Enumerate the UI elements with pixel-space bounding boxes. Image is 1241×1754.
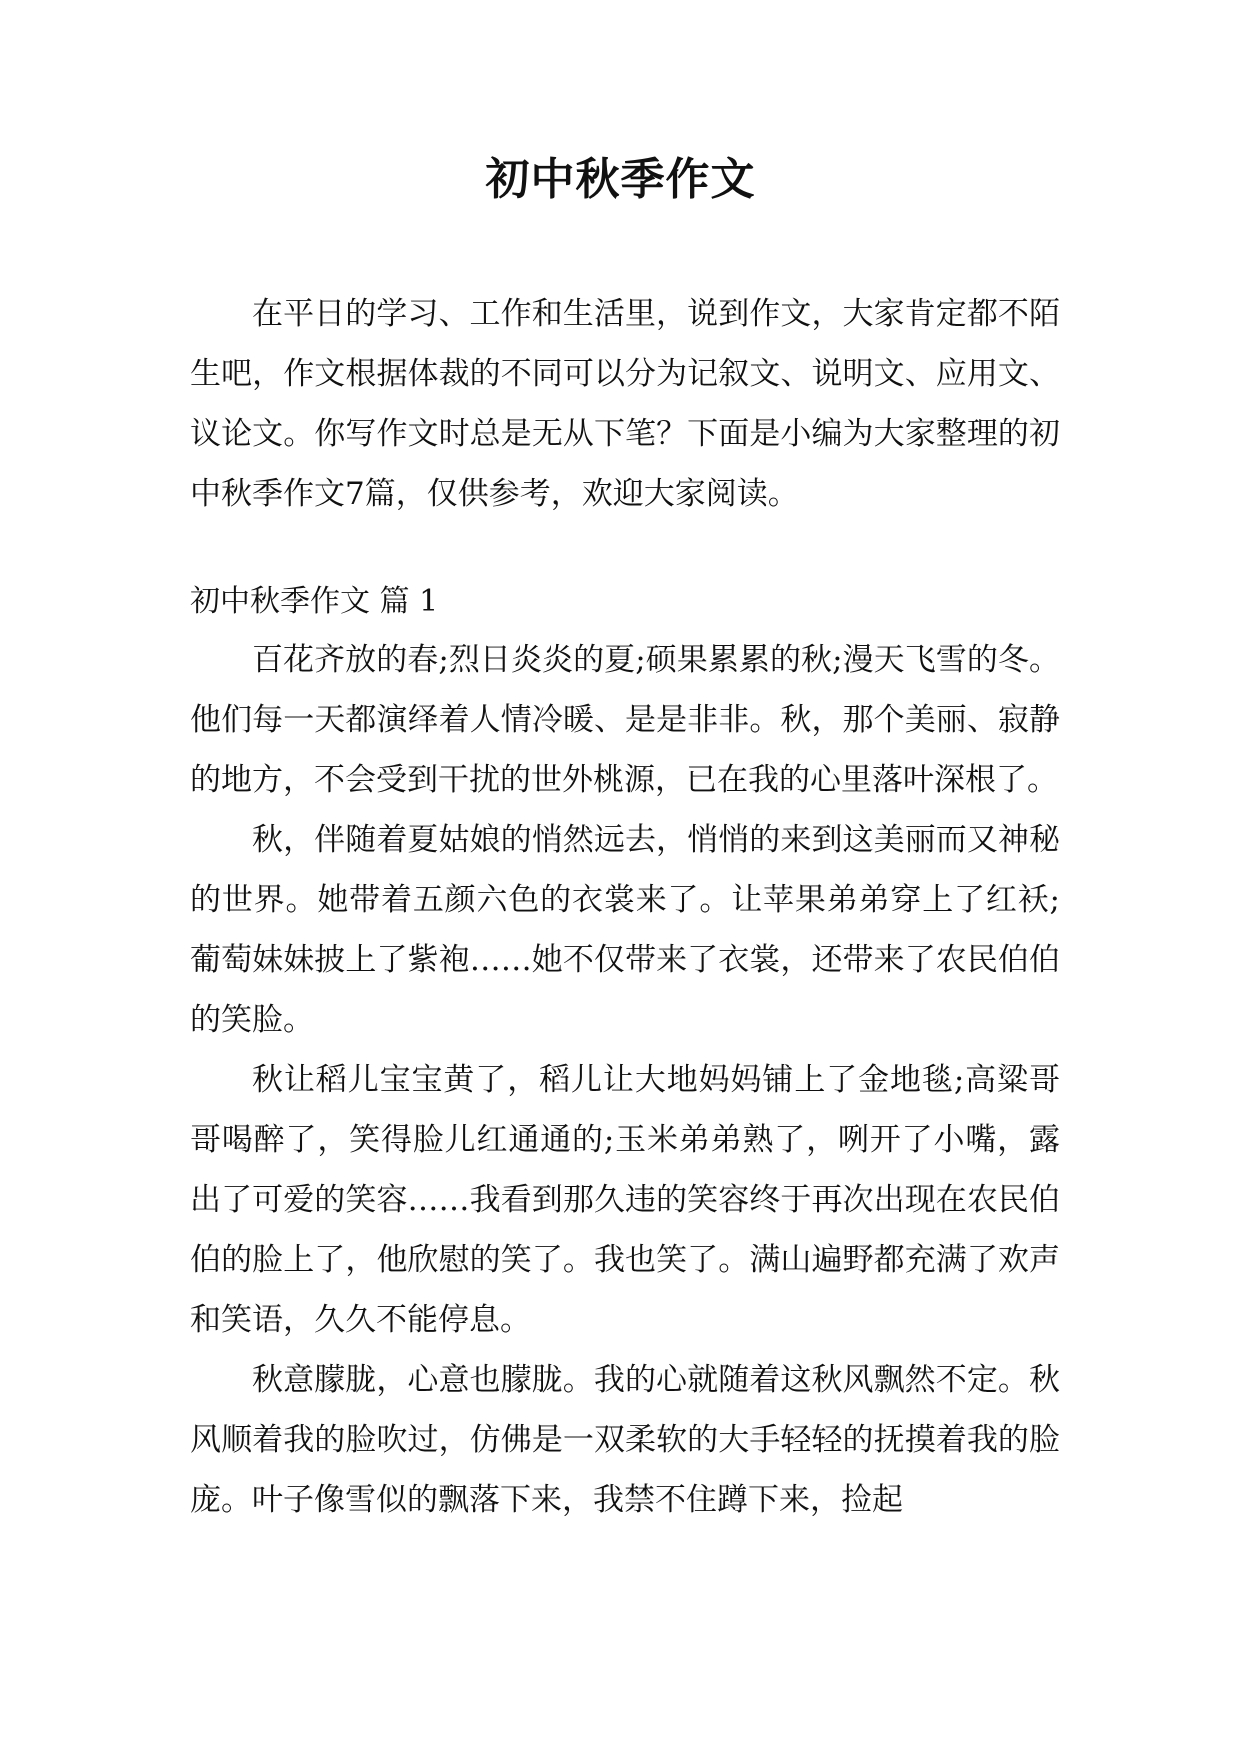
essay-paragraph-4: 秋意朦胧，心意也朦胧。我的心就随着这秋风飘然不定。秋风顺着我的脸吹过，仿佛是一双柔软的大手轻轻的抚摸着我的脸庞。叶子像雪似的飘落下来，我禁不住蹲下来，捡起 (190, 1362, 1060, 1518)
essay-paragraph-2: 秋，伴随着夏姑娘的悄然远去，悄悄的来到这美丽而又神秘的世界。她带着五颜六色的衣裳来了。让苹果弟弟穿上了红袄;葡萄妹妹披上了紫袍……她不仅带来了衣裳，还带来了农民伯伯的笑脸。 (190, 822, 1060, 1038)
document-title: 初中秋季作文 (485, 154, 756, 205)
essay-paragraph-1: 百花齐放的春;烈日炎炎的夏;硕果累累的秋;漫天飞雪的冬。他们每一天都演绎着人情冷暖、是是非非。秋，那个美丽、寂静的地方，不会受到干扰的世外桃源，已在我的心里落叶深根了。 (190, 642, 1060, 798)
essay-paragraph-3: 秋让稻儿宝宝黄了，稻儿让大地妈妈铺上了金地毯;高粱哥哥喝醉了，笑得脸儿红通通的;玉米弟弟熟了，咧开了小嘴，露出了可爱的笑容……我看到那久违的笑容终于再次出现在农民伯伯的脸上了，他欣慰的笑了。我也笑了。满山遍野都充满了欢声和笑语，久久不能停息。 (190, 1062, 1060, 1338)
intro-block (190, 284, 1060, 524)
section-heading: 初中秋季作文 篇 1 (190, 584, 439, 619)
intro-paragraph: 在平日的学习、工作和生活里，说到作文，大家肯定都不陌生吧，作文根据体裁的不同可以分为记叙文、说明文、应用文、议论文。你写作文时总是无从下笔？下面是小编为大家整理的初中秋季作文7篇，仅供参考，欢迎大家阅读。 (190, 296, 1060, 512)
essay-body (190, 630, 1060, 1530)
